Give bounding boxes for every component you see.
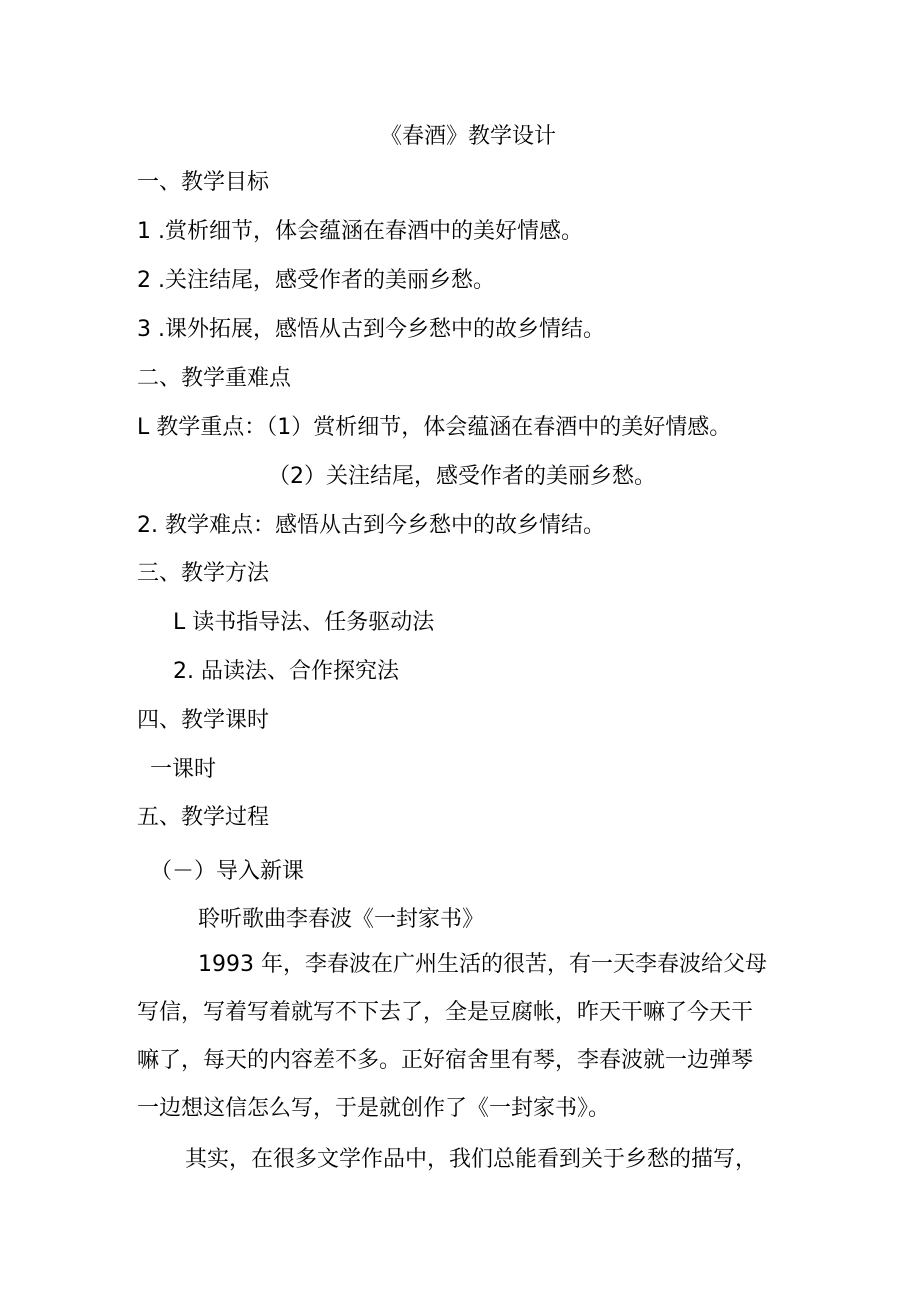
paragraph-line-2: 写信，写着写着就写不下去了，全是豆腐帐，昨天干嘛了今天干 <box>137 1000 754 1025</box>
key-point-1: L 教学重点：（1）赏析细节，体会蕴涵在春酒中的美好情感。 <box>137 415 732 440</box>
paragraph-line-1: 1993 年，李春波在广州生活的很苦，有一天李春波给父母 <box>198 952 767 977</box>
subsection-intro: （－）导入新课 <box>150 859 305 884</box>
page-title: 《春酒》教学设计 <box>380 124 557 149</box>
section-heading-hours: 四、教学课时 <box>137 708 270 733</box>
objective-3: 3 .课外拓展，感悟从古到今乡愁中的故乡情结。 <box>137 317 605 342</box>
section-heading-process: 五、教学过程 <box>137 805 270 830</box>
objective-2: 2 .关注结尾，感受作者的美丽乡愁。 <box>137 268 495 293</box>
paragraph-line-3: 嘛了，每天的内容差不多。正好宿舍里有琴，李春波就一边弹琴 <box>137 1048 754 1073</box>
song-line: 聆听歌曲李春波《一封家书》 <box>198 907 485 932</box>
method-2: 2. 品读法、合作探究法 <box>173 659 399 684</box>
section-heading-key-points: 二、教学重难点 <box>137 366 292 391</box>
key-point-2: （2）关注结尾，感受作者的美丽乡愁。 <box>268 464 656 489</box>
paragraph-line-5: 其实，在很多文学作品中，我们总能看到关于乡愁的描写， <box>185 1147 758 1172</box>
difficult-point: 2. 教学难点：感悟从古到今乡愁中的故乡情结。 <box>137 513 605 538</box>
section-heading-methods: 三、教学方法 <box>137 561 270 586</box>
method-1: L 读书指导法、任务驱动法 <box>173 610 435 635</box>
paragraph-line-4: 一边想这信怎么写，于是就创作了《一封家书》。 <box>137 1096 611 1121</box>
section-heading-objectives: 一、教学目标 <box>137 170 270 195</box>
hours-value: 一课时 <box>150 757 217 782</box>
objective-1: 1 .赏析细节，体会蕴涵在春酒中的美好情感。 <box>137 219 583 244</box>
